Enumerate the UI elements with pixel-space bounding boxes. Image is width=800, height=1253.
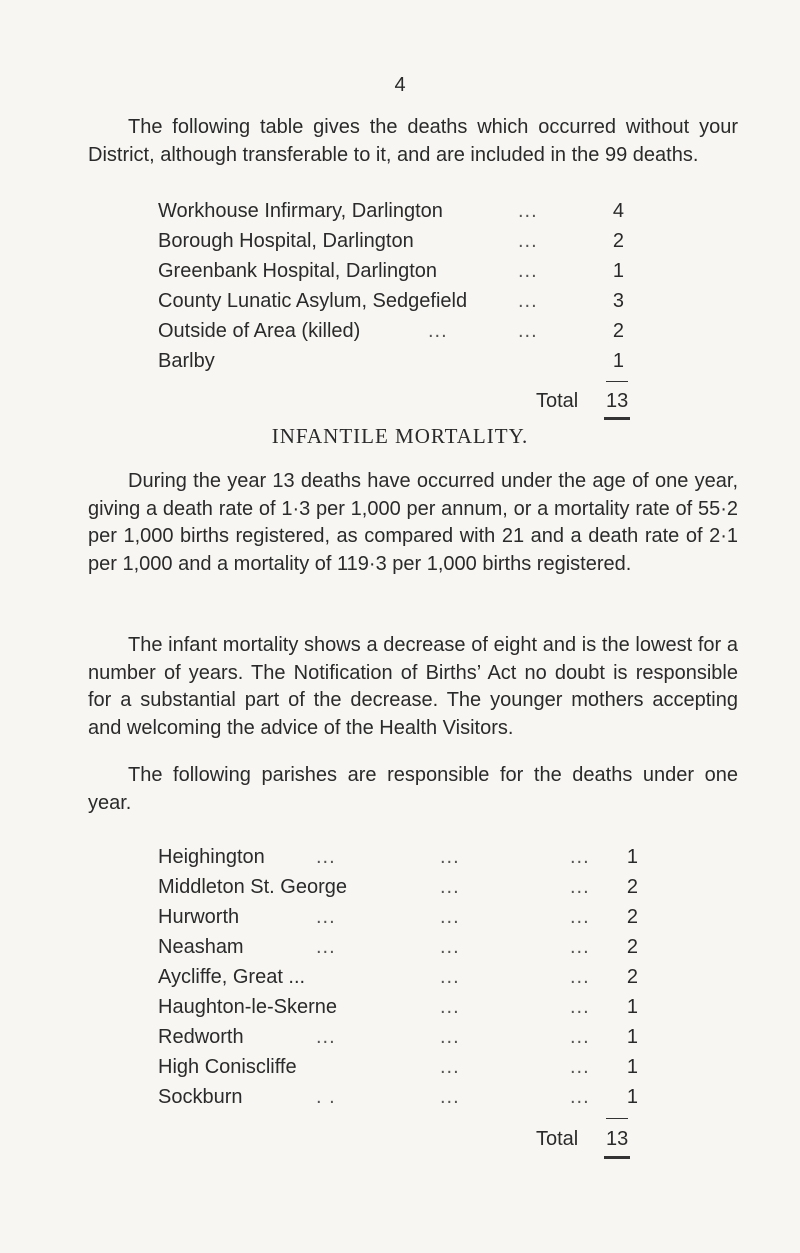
row-value: 2	[626, 966, 638, 988]
leader-dots: ...	[316, 906, 336, 928]
leader-dots: ...	[570, 876, 590, 898]
row-label: Workhouse Infirmary, Darlington	[158, 200, 443, 222]
leader-dots: ...	[570, 996, 590, 1018]
table-row	[158, 932, 638, 962]
row-value: 1	[626, 846, 638, 868]
row-value: 2	[626, 876, 638, 898]
row-label: Haughton-le-Skerne	[158, 996, 337, 1018]
parishes-paragraph: The following parishes are responsible for the deaths under one year.	[88, 764, 738, 814]
intro-paragraph: The following table gives the deaths which occurred without your District, although transferable to it, and are included in the 99 deaths.	[88, 116, 738, 166]
leader-dots: ...	[316, 936, 336, 958]
double-rule	[604, 417, 630, 420]
row-value: 2	[612, 230, 624, 252]
row-label: Hurworth	[158, 906, 240, 928]
total-label: Total	[536, 1128, 579, 1150]
row-value: 3	[612, 290, 624, 312]
leader-dots: ...	[316, 1026, 336, 1048]
total-value: 13	[606, 1128, 629, 1150]
row-label: Sockburn	[158, 1086, 243, 1108]
leader-dots: ...	[570, 1056, 590, 1078]
row-label: Borough Hospital, Darlington	[158, 230, 414, 252]
row-label: County Lunatic Asylum, Sedgefield	[158, 290, 468, 312]
leader-dots: ...	[570, 906, 590, 928]
row-value: 4	[612, 200, 624, 222]
leader-dots: ...	[570, 966, 590, 988]
row-label: Outside of Area (killed)	[158, 320, 361, 342]
table-row	[158, 226, 638, 256]
table-row	[158, 1052, 638, 1082]
row-value: 2	[612, 320, 624, 342]
leader-dots: ...	[518, 230, 538, 252]
total-value: 13	[606, 390, 629, 412]
leader-dots: ...	[518, 200, 538, 222]
leader-dots: ...	[440, 1056, 460, 1078]
sum-rule	[606, 1118, 628, 1119]
row-value: 1	[626, 1056, 638, 1078]
row-value: 1	[612, 350, 624, 372]
table-row	[158, 196, 638, 226]
table-row	[158, 962, 638, 992]
table-row	[158, 346, 638, 376]
row-value: 1	[626, 1086, 638, 1108]
row-value: 1	[626, 996, 638, 1018]
row-label: Greenbank Hospital, Darlington	[158, 260, 438, 282]
table-row	[158, 992, 638, 1022]
leader-dots: ...	[518, 260, 538, 282]
leader-dots: ...	[440, 966, 460, 988]
leader-dots: ...	[440, 1086, 460, 1108]
table-row	[158, 1082, 638, 1112]
table-row	[158, 1022, 638, 1052]
leader-dots: ...	[570, 1026, 590, 1048]
table-row	[158, 842, 638, 872]
leader-dots: ...	[518, 320, 538, 342]
total-row	[536, 386, 646, 416]
page-number: 4	[394, 74, 406, 96]
row-label: Middleton St. George	[158, 876, 347, 898]
row-label: Barlby	[158, 350, 215, 372]
row-value: 2	[626, 936, 638, 958]
leader-dots: ...	[440, 1026, 460, 1048]
leader-dots: ...	[570, 1086, 590, 1108]
row-label: Redworth	[158, 1026, 244, 1048]
leader-dots: . .	[316, 1086, 336, 1108]
row-label: Aycliffe, Great ...	[158, 966, 306, 988]
section-heading: INFANTILE MORTALITY.	[271, 424, 529, 448]
leader-dots: ...	[440, 936, 460, 958]
mortality-paragraph: During the year 13 deaths have occurred under the age of one year, giving a death rate of 1·3 per 1,000 per annum, or a mortality rate of 55·2 per 1,000 births registered, as compared with 21 and a death rate of 2·1 per 1,000 and a mortality of 119·3 per 1,000 births registered.	[88, 470, 738, 575]
row-value: 1	[612, 260, 624, 282]
row-label: High Coniscliffe	[158, 1056, 297, 1078]
row-value: 1	[626, 1026, 638, 1048]
double-rule	[604, 1156, 630, 1159]
leader-dots: ...	[440, 876, 460, 898]
leader-dots: ...	[428, 320, 448, 342]
table-row	[158, 872, 638, 902]
table-row	[158, 286, 638, 316]
decrease-paragraph: The infant mortality shows a decrease of eight and is the lowest for a number of years. The Notification of Births’ Act no doubt is responsible for a substantial part of the decrease. The younger mothers accepting and welcoming the advice of the Health Visitors.	[88, 634, 738, 739]
leader-dots: ...	[570, 846, 590, 868]
sum-rule	[606, 381, 628, 382]
row-value: 2	[626, 906, 638, 928]
leader-dots: ...	[440, 846, 460, 868]
table-row	[158, 256, 638, 286]
leader-dots: ...	[440, 996, 460, 1018]
total-label: Total	[536, 390, 579, 412]
table-row	[158, 316, 638, 346]
leader-dots: ...	[440, 906, 460, 928]
row-label: Neasham	[158, 936, 244, 958]
leader-dots: ...	[316, 846, 336, 868]
row-label: Heighington	[158, 846, 265, 868]
table-row	[158, 902, 638, 932]
total-row	[536, 1124, 646, 1154]
leader-dots: ...	[518, 290, 538, 312]
leader-dots: ...	[570, 936, 590, 958]
